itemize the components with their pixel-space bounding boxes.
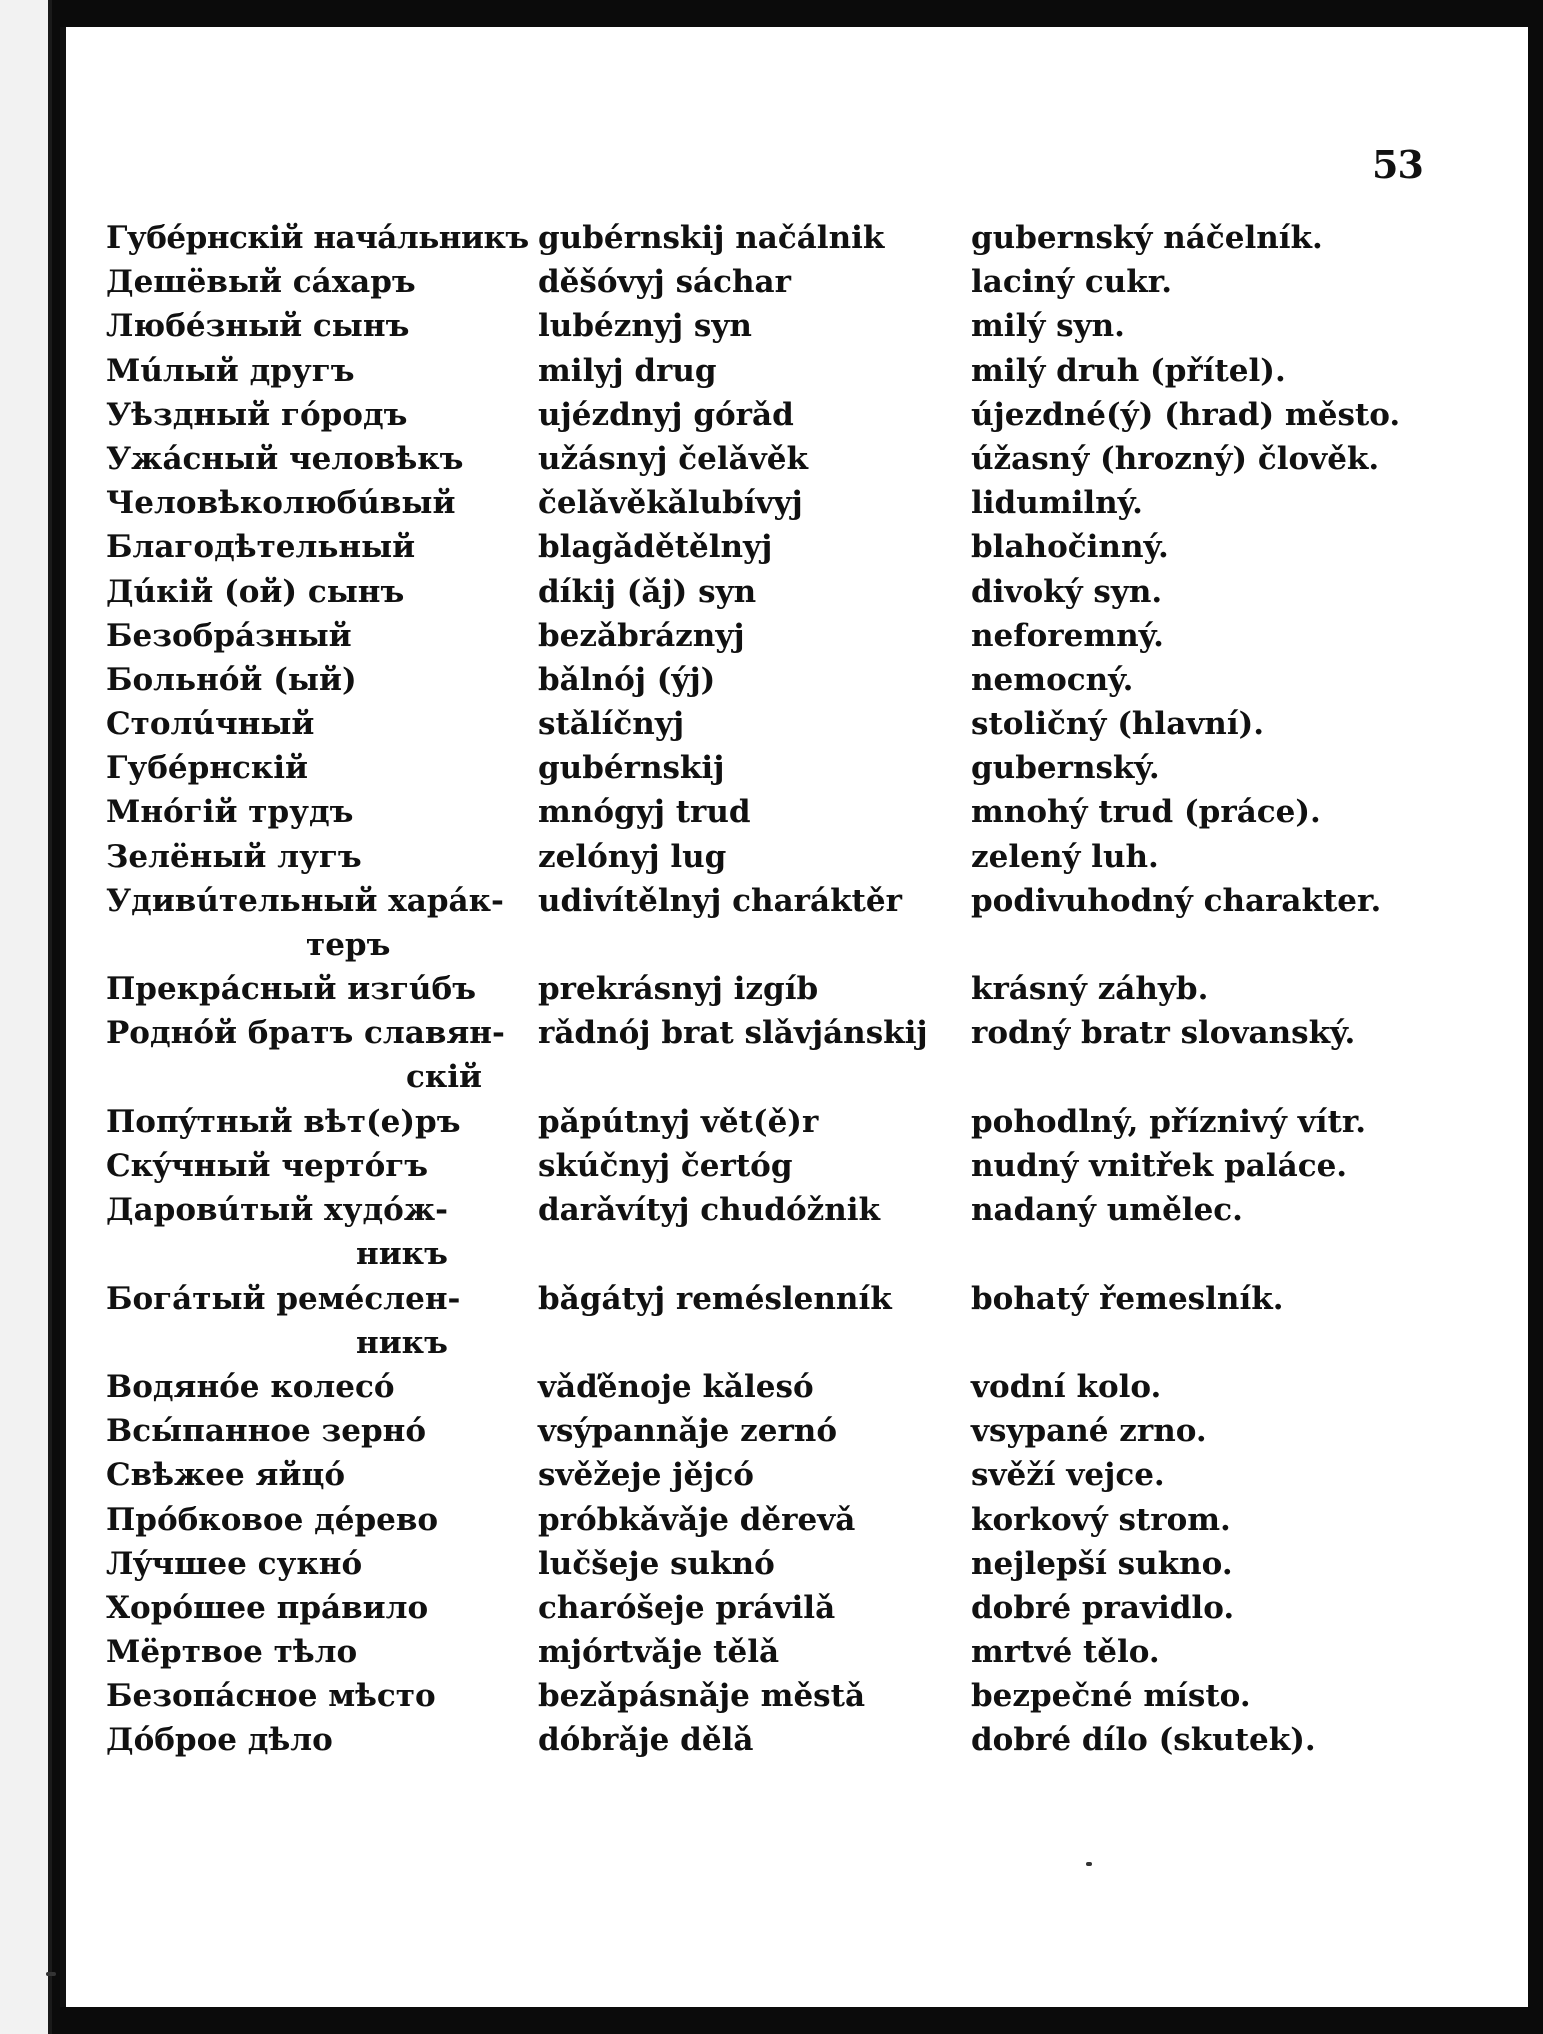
russian-word: Дóброе дѣло bbox=[106, 1722, 333, 1759]
czech-translation: dobré pravidlo. bbox=[971, 1589, 1235, 1626]
russian-word: Благодѣтельный bbox=[106, 529, 416, 566]
russian-word: Уѣздный гóродъ bbox=[106, 396, 408, 433]
transliteration: milyj drug bbox=[538, 352, 717, 389]
table-row bbox=[106, 308, 1526, 352]
russian-word-continuation: никъ bbox=[356, 1324, 448, 1361]
table-row bbox=[106, 441, 1526, 485]
table-row bbox=[106, 264, 1526, 308]
czech-translation: blahočinný. bbox=[971, 529, 1169, 566]
czech-translation: nudný vnitřek paláce. bbox=[971, 1147, 1348, 1184]
book-page bbox=[60, 27, 1528, 2007]
czech-translation: bohatý řemeslník. bbox=[971, 1280, 1284, 1317]
russian-word: Даровúтый худóж- bbox=[106, 1192, 448, 1229]
table-row bbox=[106, 1678, 1526, 1722]
russian-word: Любéзный сынъ bbox=[106, 308, 410, 345]
czech-translation: krásný záhyb. bbox=[971, 971, 1209, 1008]
czech-translation: nejlepší sukno. bbox=[971, 1545, 1233, 1582]
table-row bbox=[106, 1148, 1526, 1192]
czech-translation: laciný cukr. bbox=[971, 264, 1173, 301]
vocabulary-table bbox=[106, 220, 1526, 1767]
russian-word: Хорóшее прáвило bbox=[106, 1589, 429, 1626]
russian-word: Дешёвый сáхаръ bbox=[106, 264, 416, 301]
russian-word: Человѣколюбúвый bbox=[106, 485, 456, 522]
russian-word: Прекрáсный изгúбъ bbox=[106, 971, 477, 1008]
page-number: 53 bbox=[1372, 142, 1423, 187]
transliteration: gubérnskij načálnik bbox=[538, 220, 885, 256]
table-row bbox=[106, 220, 1526, 264]
table-row bbox=[106, 529, 1526, 573]
russian-word: Больнóй (ый) bbox=[106, 661, 357, 698]
czech-translation: újezdné(ý) (hrad) město. bbox=[971, 396, 1401, 433]
transliteration: darǎvítyj chudóžnik bbox=[538, 1192, 881, 1229]
russian-word: Безобрáзный bbox=[106, 617, 352, 654]
table-row bbox=[106, 1369, 1526, 1413]
czech-translation: pohodlný, příznivý vítr. bbox=[971, 1103, 1367, 1140]
russian-word-continuation: никъ bbox=[356, 1236, 448, 1273]
transliteration: ujézdnyj górǎd bbox=[538, 396, 794, 433]
czech-translation: rodný bratr slovanský. bbox=[971, 1015, 1356, 1052]
transliteration: gubérnskij bbox=[538, 750, 725, 787]
czech-translation: stoličný (hlavní). bbox=[971, 706, 1265, 743]
russian-word: Богáтый ремéслен- bbox=[106, 1280, 461, 1317]
transliteration: bezǎpásnǎje městǎ bbox=[538, 1678, 866, 1715]
czech-translation: gubernský náčelník. bbox=[971, 220, 1323, 256]
russian-word: Зелёный лугъ bbox=[106, 838, 362, 875]
czech-translation: gubernský. bbox=[971, 750, 1160, 787]
table-row bbox=[106, 397, 1526, 441]
russian-word: Всы́панное зернó bbox=[106, 1413, 427, 1450]
transliteration: dóbrǎje dělǎ bbox=[538, 1722, 754, 1759]
table-row bbox=[106, 839, 1526, 883]
transliteration: mnógyj trud bbox=[538, 794, 751, 831]
table-row bbox=[106, 1546, 1526, 1590]
russian-word: Губéрнскій bbox=[106, 750, 309, 787]
table-row bbox=[106, 353, 1526, 397]
transliteration: svěžeje jějcó bbox=[538, 1457, 754, 1494]
table-row bbox=[106, 1281, 1526, 1369]
table-row bbox=[106, 1634, 1526, 1678]
table-row bbox=[106, 662, 1526, 706]
czech-translation: mnohý trud (práce). bbox=[971, 794, 1321, 831]
russian-word: Мнóгій трудъ bbox=[106, 794, 354, 831]
russian-word-continuation: теръ bbox=[306, 926, 391, 963]
table-row bbox=[106, 1722, 1526, 1766]
transliteration: čelǎvěkǎlubívyj bbox=[538, 485, 803, 522]
russian-word: Мёртвое тѣло bbox=[106, 1634, 358, 1671]
transliteration: prekrásnyj izgíb bbox=[538, 971, 819, 1008]
table-row bbox=[106, 1192, 1526, 1280]
russian-word: Дúкій (ой) сынъ bbox=[106, 573, 405, 610]
transliteration: blagǎdětělnyj bbox=[538, 529, 773, 566]
russian-word: Губéрнскій начáльникъ bbox=[106, 220, 529, 256]
czech-translation: vsypané zrno. bbox=[971, 1413, 1207, 1450]
transliteration: stǎlíčnyj bbox=[538, 706, 685, 743]
russian-word: Мúлый другъ bbox=[106, 352, 355, 389]
russian-word: Водянóе колесó bbox=[106, 1368, 395, 1405]
transliteration: charóšeje právilǎ bbox=[538, 1589, 836, 1626]
czech-translation: mrtvé tělo. bbox=[971, 1634, 1160, 1671]
czech-translation: nadaný umělec. bbox=[971, 1192, 1243, 1229]
czech-translation: vodní kolo. bbox=[971, 1368, 1162, 1405]
transliteration: pǎpútnyj vět(ě)r bbox=[538, 1103, 819, 1140]
print-speck bbox=[46, 1972, 56, 1976]
transliteration: próbkǎvǎje děrevǎ bbox=[538, 1501, 856, 1538]
table-row bbox=[106, 706, 1526, 750]
russian-word: Прóбковое дéрево bbox=[106, 1501, 439, 1538]
table-row bbox=[106, 1502, 1526, 1546]
transliteration: mjórtvǎje tělǎ bbox=[538, 1634, 780, 1671]
transliteration: bǎlnój (ýj) bbox=[538, 661, 716, 698]
transliteration: lučšeje suknó bbox=[538, 1545, 775, 1582]
russian-word-continuation: скій bbox=[406, 1059, 483, 1096]
russian-word: Свѣжее яйцó bbox=[106, 1457, 346, 1494]
czech-translation: úžasný (hrozný) člověk. bbox=[971, 440, 1380, 477]
russian-word: Попýтный вѣт(е)ръ bbox=[106, 1103, 461, 1140]
table-row bbox=[106, 794, 1526, 838]
czech-translation: nemocný. bbox=[971, 661, 1134, 698]
transliteration: rǎdnój brat slǎvjánskij bbox=[538, 1015, 928, 1052]
russian-word: Лýчшее сукнó bbox=[106, 1545, 363, 1582]
table-row bbox=[106, 883, 1526, 971]
table-row bbox=[106, 1413, 1526, 1457]
transliteration: bezǎbráznyj bbox=[538, 617, 745, 654]
adjacent-page-edge bbox=[0, 0, 52, 2034]
table-row bbox=[106, 971, 1526, 1015]
transliteration: udivítělnyj charáktěr bbox=[538, 882, 902, 919]
russian-word: Столúчный bbox=[106, 706, 315, 743]
czech-translation: dobré dílo (skutek). bbox=[971, 1722, 1316, 1759]
transliteration: bǎgátyj reméslenník bbox=[538, 1280, 892, 1317]
czech-translation: lidumilný. bbox=[971, 485, 1143, 522]
czech-translation: zelený luh. bbox=[971, 838, 1159, 875]
czech-translation: milý syn. bbox=[971, 308, 1125, 345]
czech-translation: neforemný. bbox=[971, 617, 1164, 654]
print-speck bbox=[1086, 1862, 1092, 1866]
russian-word: Безопáсное мѣсто bbox=[106, 1678, 436, 1715]
czech-translation: svěží vejce. bbox=[971, 1457, 1165, 1494]
table-row bbox=[106, 485, 1526, 529]
czech-translation: divoký syn. bbox=[971, 573, 1163, 610]
transliteration: zelónyj lug bbox=[538, 838, 727, 875]
russian-word: Скýчный чертóгъ bbox=[106, 1147, 429, 1184]
transliteration: skúčnyj čertóg bbox=[538, 1147, 793, 1184]
transliteration: díkij (ǎj) syn bbox=[538, 573, 757, 610]
russian-word: Ужáсный человѣкъ bbox=[106, 440, 464, 477]
russian-word: Роднóй братъ славян- bbox=[106, 1015, 505, 1052]
table-row bbox=[106, 574, 1526, 618]
czech-translation: bezpečné místo. bbox=[971, 1678, 1251, 1715]
table-row bbox=[106, 1015, 1526, 1103]
czech-translation: milý druh (přítel). bbox=[971, 352, 1286, 389]
czech-translation: podivuhodný charakter. bbox=[971, 882, 1382, 919]
table-row bbox=[106, 1590, 1526, 1634]
czech-translation: korkový strom. bbox=[971, 1501, 1231, 1538]
table-row bbox=[106, 1104, 1526, 1148]
transliteration: vsýpannǎje zernó bbox=[538, 1413, 838, 1450]
transliteration: užásnyj čelǎvěk bbox=[538, 440, 808, 477]
table-row bbox=[106, 618, 1526, 662]
transliteration: vǎďěnoje kǎlesó bbox=[538, 1368, 814, 1405]
russian-word: Удивúтельный харáк- bbox=[106, 882, 504, 919]
transliteration: lubéznyj syn bbox=[538, 308, 752, 345]
transliteration: děšóvyj sáchar bbox=[538, 264, 791, 301]
table-row bbox=[106, 1457, 1526, 1501]
table-row bbox=[106, 750, 1526, 794]
